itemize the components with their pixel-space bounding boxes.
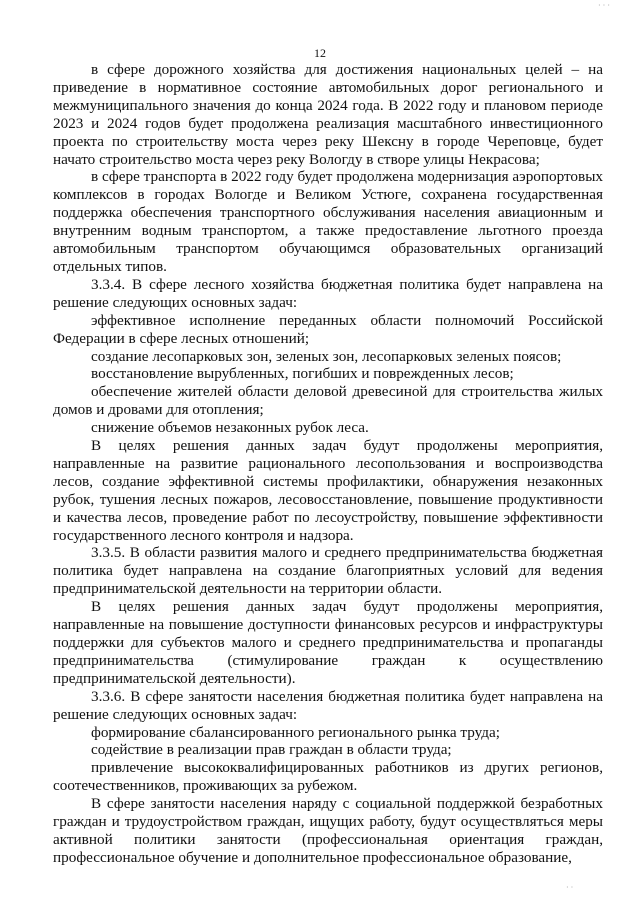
paragraph-small-business-heading: 3.3.5. В области развития малого и среднего предпринимательства бюджетная политика будет направлена на создание благоприятных условий для ведения предпринимательской деятельности на территории области. (53, 544, 603, 598)
paragraph-employment-task-3: привлечение высококвалифицированных работников из других регионов, соотечественников, проживающих за рубежом. (53, 759, 603, 795)
paragraph-forestry-task-5: снижение объемов незаконных рубок леса. (91, 419, 369, 437)
page-number: 12 (314, 46, 326, 60)
paragraph-forestry-task-4: обеспечение жителей области деловой древесиной для строительства жилых домов и дровами для отопления; (53, 383, 603, 419)
document-body (53, 61, 603, 867)
paragraph-transport-sector: в сфере транспорта в 2022 году будет продолжена модернизация аэропортовых комплексов в городах Вологде и Великом Устюге, сохранена государственная поддержка обеспечения транспортного обслуживания населения авиационным и внутренним водным транспортом, а также предоставление льготного проезда автомобильным транспортом обучающимся образовательных организаций отдельных типов. (53, 168, 603, 275)
scan-mark-bottom: · · (566, 883, 574, 892)
paragraph-small-business-measures: В целях решения данных задач будут продолжены мероприятия, направленные на повышение доступности финансовых ресурсов и инфраструктуры поддержки для субъектов малого и среднего предпринимательства и пропаганды предпринимательства (стимулирование граждан к осуществлению предпринимательской деятельности). (53, 598, 603, 687)
paragraph-forestry-measures: В целях решения данных задач будут продолжены мероприятия, направленные на развитие рационального лесопользования и воспроизводства лесов, создание эффективной системы профилактики, обнаружения незаконных рубок, тушения лесных пожаров, лесовосстановление, повышение продуктивности и качества лесов, проведение работ по лесоустройству, повышение эффективности государственного лесного контроля и надзора. (53, 437, 603, 544)
paragraph-employment-task-1: формирование сбалансированного регионального рынка труда; (91, 723, 500, 741)
paragraph-employment-task-2: содействие в реализации прав граждан в области труда; (91, 741, 452, 759)
paragraph-forestry-task-2: создание лесопарковых зон, зеленых зон, лесопарковых зеленых поясов; (91, 347, 562, 365)
paragraph-forestry-task-1: эффективное исполнение переданных области полномочий Российской Федерации в сфере лесных отношений; (53, 311, 603, 347)
paragraph-road-sector: в сфере дорожного хозяйства для достижения национальных целей – на приведение в нормативное состояние автомобильных дорог регионального и межмуниципального значения до конца 2024 года. В 2022 году и плановом периоде 2023 и 2024 годов будет продолжена реализация масштабного инвестиционного проекта по строительству моста через реку Шексну в городе Череповце, будет начато строительство моста через реку Вологду в створе улицы Некрасова; (53, 61, 603, 168)
scan-mark-top: · · · (598, 1, 610, 10)
paragraph-employment-measures: В сфере занятости населения наряду с социальной поддержкой безработных граждан и трудоустройством граждан, ищущих работу, будут осуществляться меры активной политики занятости (профессиональная ориентация граждан, профессиональное обучение и дополнительное профессиональное образование, (53, 795, 603, 866)
paragraph-employment-heading: 3.3.6. В сфере занятости населения бюджетная политика будет направлена на решение следующих основных задач: (53, 687, 603, 723)
paragraph-forestry-heading: 3.3.4. В сфере лесного хозяйства бюджетная политика будет направлена на решение следующих основных задач: (53, 275, 603, 311)
paragraph-forestry-task-3: восстановление вырубленных, погибших и поврежденных лесов; (91, 365, 514, 383)
